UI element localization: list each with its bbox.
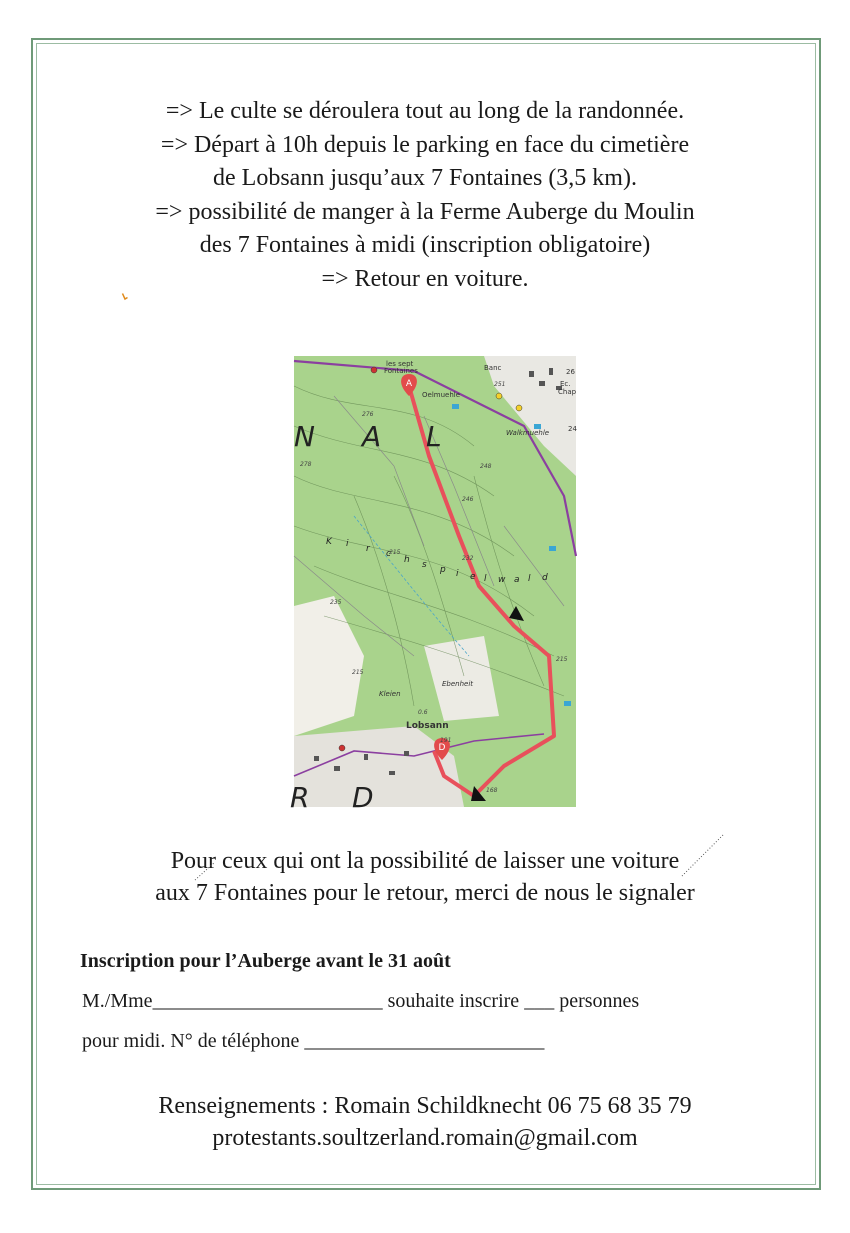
contact-info <box>60 1090 790 1154</box>
forest-letter: e <box>470 572 476 582</box>
forest-letter: r <box>366 544 370 554</box>
elevation-label: 0.6 <box>418 709 428 716</box>
forest-letter: i <box>456 569 459 579</box>
label-lobsann: Lobsann <box>406 721 449 731</box>
big-letter: L <box>426 420 442 453</box>
phone-blank[interactable]: ________________________ <box>304 1030 545 1052</box>
dotted-doodle-left <box>193 860 217 882</box>
forest-letter: w <box>498 575 506 585</box>
forest-letter: a <box>514 575 520 585</box>
elevation-label: 246 <box>462 496 474 503</box>
name-label: M./Mme <box>82 990 153 1012</box>
phone-label: pour midi. N° de téléphone <box>82 1030 305 1052</box>
big-letter: N <box>294 420 315 453</box>
elevation-label: 191 <box>440 737 452 744</box>
forest-letter: d <box>542 573 548 583</box>
count-blank[interactable]: ___ <box>524 990 555 1012</box>
forest-letter: c <box>386 549 391 559</box>
forest-letter: i <box>346 539 349 549</box>
intro-line-5: des 7 Fontaines à midi (inscription obligatoire) <box>199 232 651 258</box>
label-walkmuehle: Walkmuehle <box>506 429 550 437</box>
label-chap: Chap <box>558 388 577 396</box>
name-blank[interactable]: _______________________ <box>152 990 383 1012</box>
elevation-label: 168 <box>486 787 498 794</box>
forest-letter: h <box>404 555 410 565</box>
marker-d-label: D <box>438 743 446 753</box>
registration-title: Inscription pour l’Auberge avant le 31 août <box>80 950 451 972</box>
orange-tick-mark <box>122 293 128 300</box>
label-26: 26 <box>566 368 575 376</box>
label-ebenheit: Ebenheit <box>442 680 474 688</box>
forest-letter: l <box>528 574 531 584</box>
elevation-label: 248 <box>480 463 492 470</box>
elevation-label: 276 <box>362 411 374 418</box>
elevation-label: 215 <box>352 669 364 676</box>
forest-letter: K <box>326 537 332 547</box>
registration-line-1 <box>82 990 639 1013</box>
intro-line-4: => possibilité de manger à la Ferme Auberge du Moulin <box>155 198 695 225</box>
big-letter: D <box>352 781 374 814</box>
big-letter: R <box>290 781 310 814</box>
intro-line-2: => Départ à 10h depuis le parking en face du cimetière <box>160 131 690 158</box>
elevation-label: 278 <box>300 461 312 468</box>
intro-text <box>60 95 790 296</box>
label-24: 24 <box>568 425 577 433</box>
label-banc: Banc <box>484 364 502 372</box>
forest-letter: p <box>440 565 446 575</box>
dotted-doodle-right <box>680 832 726 878</box>
callout-line-2: aux 7 Fontaines pour le retour, merci de nous le signaler <box>155 880 695 906</box>
elevation-label: 215 <box>389 549 401 556</box>
marker-a-label: A <box>405 379 413 389</box>
elevation-label: 215 <box>556 656 568 663</box>
forest-letter: l <box>484 574 487 584</box>
elevation-label: 235 <box>330 599 342 606</box>
big-letter: A <box>362 420 382 453</box>
label-oelmuehle: Oelmuehle <box>422 391 461 399</box>
elevation-label: 251 <box>494 381 506 388</box>
intro-line-1: => Le culte se déroulera tout au long de la randonnée. <box>165 98 685 124</box>
topo-map-svg <box>290 356 577 814</box>
intro-line-3: de Lobsann jusqu’aux 7 Fontaines (3,5 km). <box>213 165 637 191</box>
forest-letter: s <box>422 560 427 570</box>
registration-line-2 <box>82 1030 544 1053</box>
label-les-sept: les sept <box>386 360 414 368</box>
label-fontaines: Fontaines <box>384 367 418 375</box>
personnes-text: personnes <box>554 990 640 1012</box>
contact-email[interactable]: protestants.soultzerland.romain@gmail.com <box>212 1125 638 1151</box>
route-map <box>290 356 577 814</box>
label-ec: Ec. <box>560 380 571 388</box>
inscrire-text: souhaite inscrire <box>382 990 525 1012</box>
contact-line-1: Renseignements : Romain Schildknecht 06 75 68 35 79 <box>158 1093 692 1119</box>
elevation-label: 232 <box>462 555 474 562</box>
callout-line-1: Pour ceux qui ont la possibilité de laisser une voiture <box>170 848 680 874</box>
label-kleien: Kleien <box>379 690 401 698</box>
intro-line-6: => Retour en voiture. <box>321 265 529 292</box>
